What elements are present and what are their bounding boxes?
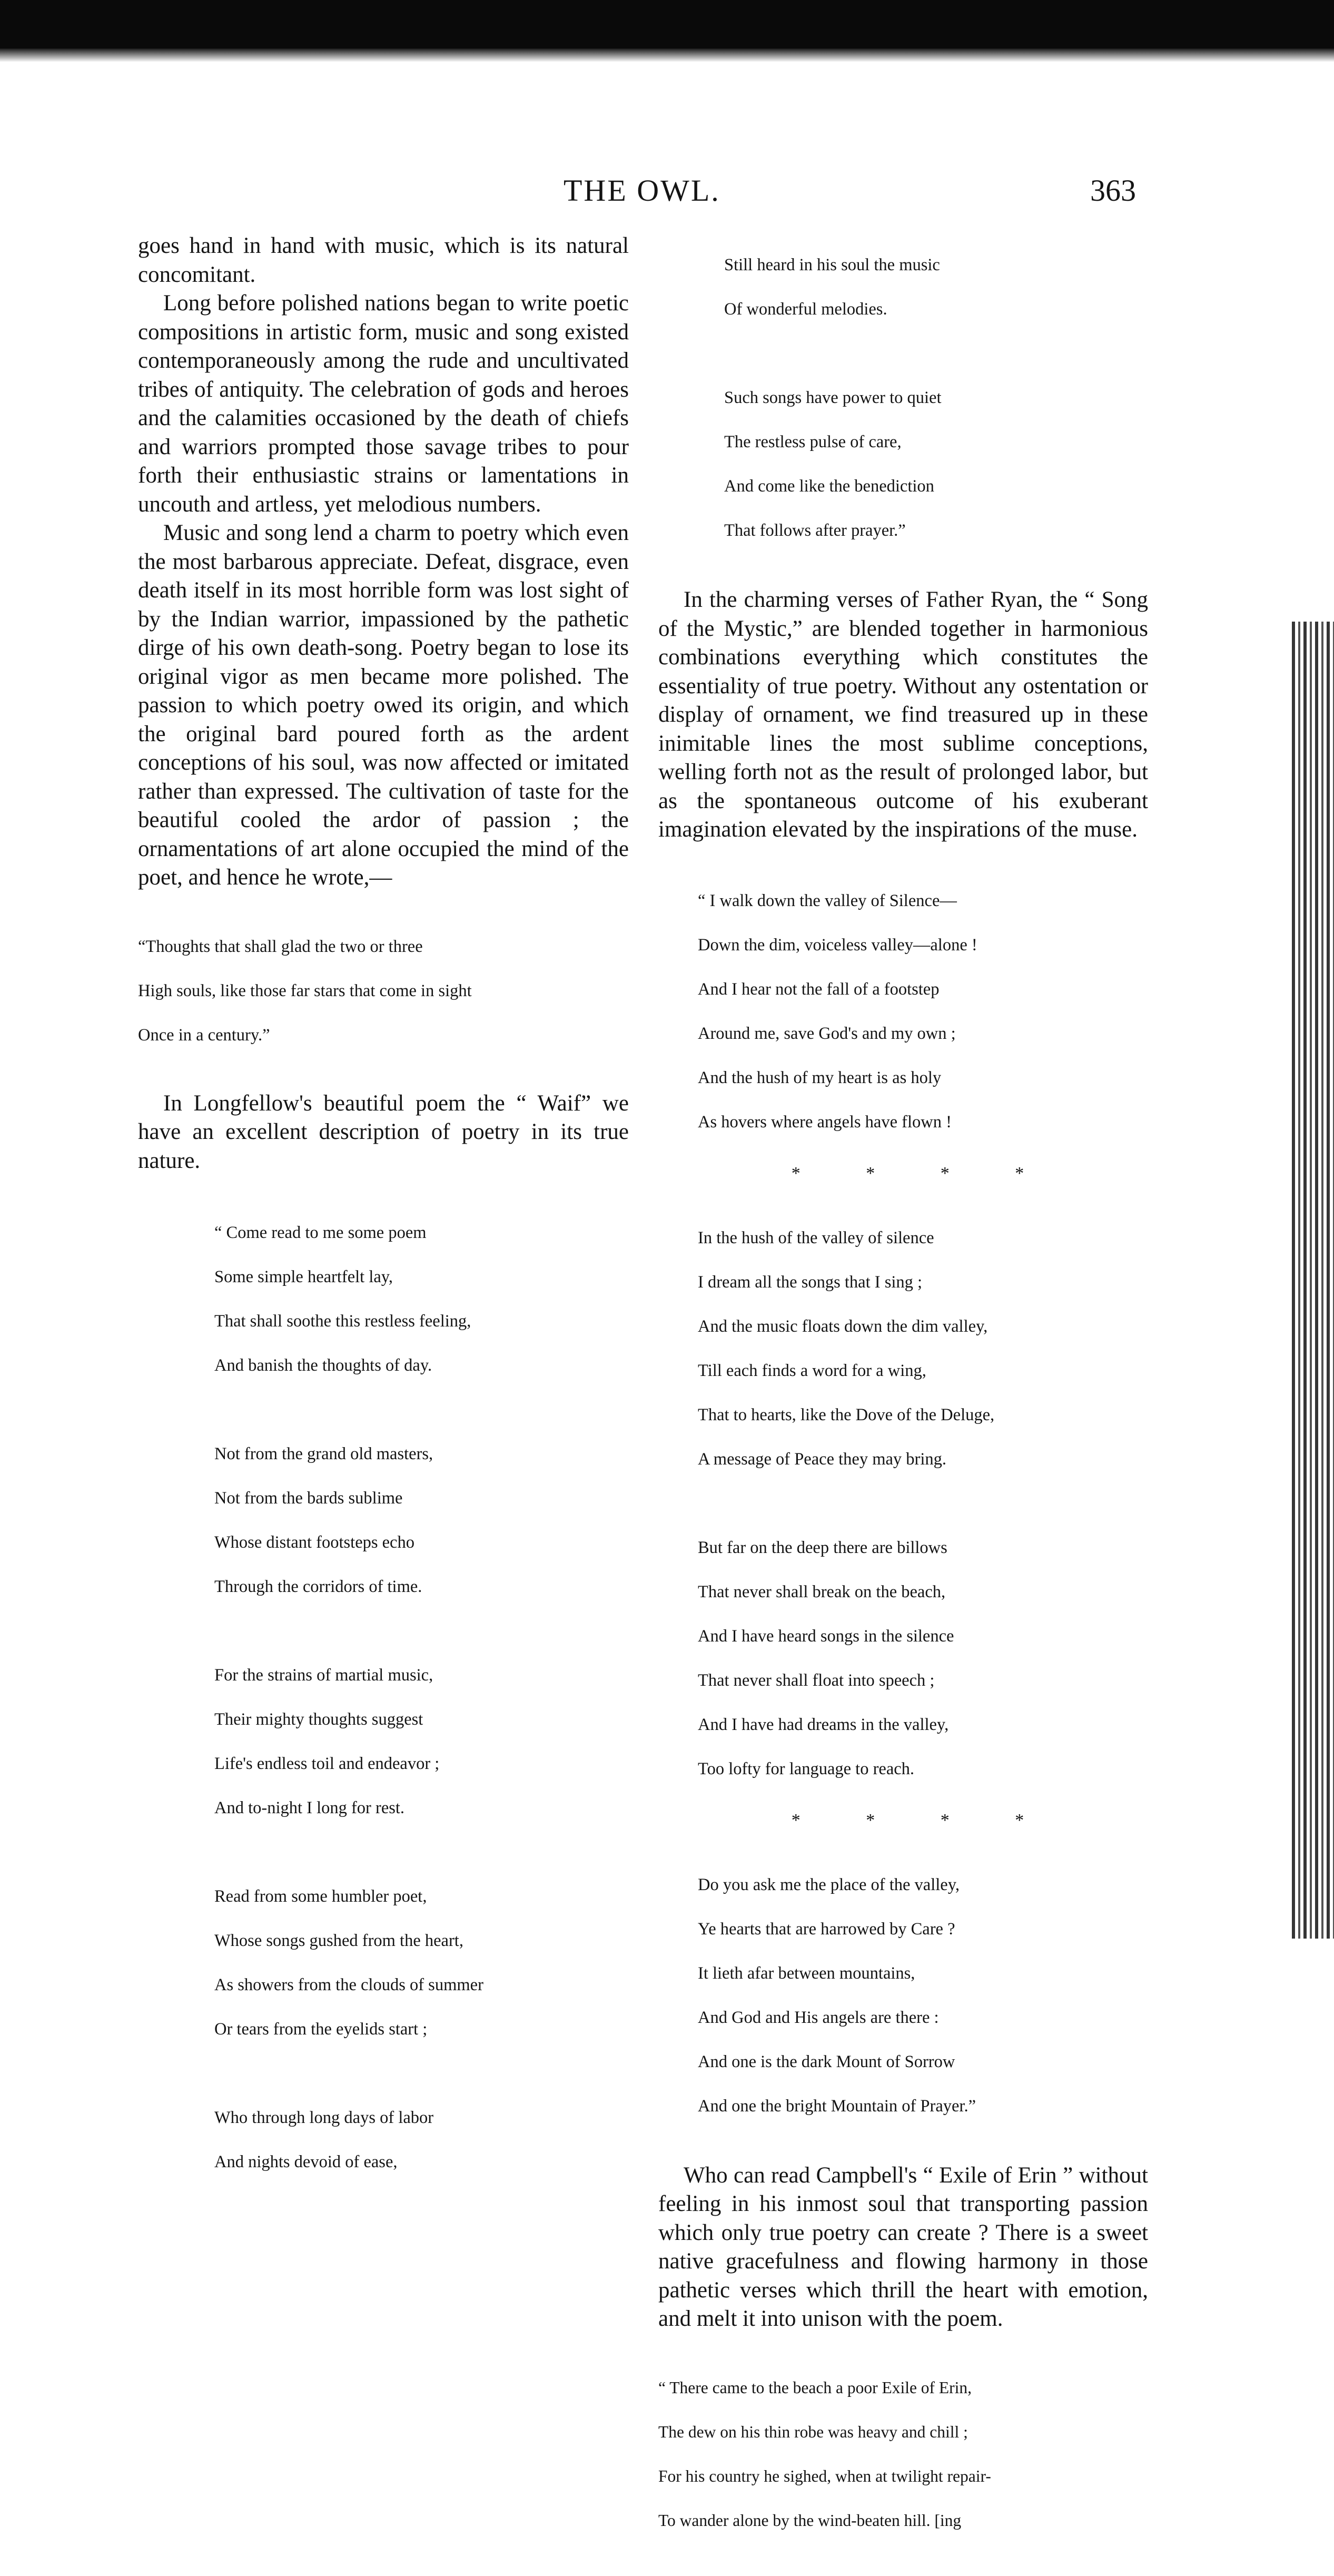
verse-line: Of wonderful melodies. <box>724 300 887 319</box>
verse-line: Or tears from the eyelids start ; <box>214 2020 428 2039</box>
verse-line: And I hear not the fall of a footstep <box>698 979 940 999</box>
paragraph: goes hand in hand with music, which is its natural concomitant. <box>138 233 629 287</box>
stanza <box>214 1199 629 1399</box>
verse-line: Some simple heartfelt lay, <box>214 1267 393 1286</box>
verse-line: Read from some humbler poet, <box>214 1887 427 1906</box>
verse-line: Their mighty thoughts suggest <box>214 1710 423 1729</box>
verse-line: As hovers where angels have flown ! <box>698 1112 952 1132</box>
verse-line: “ There came to the beach a poor Exile of Erin, <box>658 2378 972 2397</box>
verse-line: “Thoughts that shall glad the two or three <box>138 937 423 956</box>
verse-line: For his country he sighed, when at twilight repair- <box>658 2466 991 2485</box>
verse-line: And one the bright Mountain of Prayer.” <box>698 2096 976 2116</box>
paragraph: Music and song lend a charm to poetry which even the most barbarous appreciate. Defeat, disgrace, even death itself in its most horrible form was lost sight of by the Indian warrior, impassioned by the pathetic dirge of his own death-song. Poetry began to lose its original vigor as men became more polished. The passion to which poetry owed its origin, and which the original bard poured forth as the ardent conceptions of his soul, was now affected or imitated rather than expressed. The cultivation of taste for the beautiful cooled the ardor of passion ; the ornamentations of art alone occupied the mind of the poet, and hence he wrote,— <box>138 520 629 890</box>
stanza <box>698 1852 1148 2139</box>
verse-line: And nights devoid of ease, <box>214 2152 398 2171</box>
verse-line: That follows after prayer.” <box>724 521 906 540</box>
verse-line: Do you ask me the place of the valley, <box>698 1875 960 1894</box>
verse-line: And banish the thoughts of day. <box>214 1356 432 1375</box>
poem-song-of-the-mystic <box>658 868 1148 2139</box>
page-number: 363 <box>1090 173 1136 208</box>
verse-line: Whose songs gushed from the heart, <box>214 1931 463 1950</box>
verse-line: Till each finds a word for a wing, <box>698 1361 926 1380</box>
verse-line: Still heard in his soul the music <box>724 255 940 274</box>
verse-line: And to-night I long for rest. <box>214 1798 405 1817</box>
verse-line: That never shall break on the beach, <box>698 1582 946 1601</box>
scan-border-shadow <box>0 48 1334 62</box>
verse-line: For the strains of martial music, <box>214 1666 433 1685</box>
separator: * * * * <box>791 1163 1055 1183</box>
verse-line: I dream all the songs that I sing ; <box>698 1272 923 1292</box>
verse-line: High souls, like those far stars that come in sight <box>138 981 472 1000</box>
verse-line: That shall soothe this restless feeling, <box>214 1312 471 1331</box>
verse-line: As showers from the clouds of summer <box>214 1975 483 1994</box>
verse-line: Who through long days of labor <box>214 2108 434 2127</box>
quote-block <box>658 2355 1148 2554</box>
separator: * * * * <box>791 1810 1055 1830</box>
scan-border-right <box>1292 622 1334 1939</box>
verse-line: And come like the benediction <box>724 477 934 496</box>
poem-waif-continued <box>658 232 1148 564</box>
verse-line: Down the dim, voiceless valley—alone ! <box>698 935 977 955</box>
verse-line: To wander alone by the wind-beaten hill. [ing <box>658 2511 962 2530</box>
verse-line: And one is the dark Mount of Sorrow <box>698 2052 955 2071</box>
running-head <box>0 168 1334 210</box>
verse-line: Through the corridors of time. <box>214 1577 422 1596</box>
verse-line: And God and His angels are there : <box>698 2008 939 2027</box>
verse-line: And the music floats down the dim valley, <box>698 1316 988 1336</box>
verse-line: And I have heard songs in the silence <box>698 1626 954 1646</box>
verse-line: The dew on his thin robe was heavy and chill ; <box>658 2422 968 2441</box>
verse-line: That to hearts, like the Dove of the Deluge, <box>698 1405 995 1424</box>
scan-border-top <box>0 0 1334 48</box>
verse-line: In the hush of the valley of silence <box>698 1228 934 1247</box>
verse-line: Whose distant footsteps echo <box>214 1533 414 1552</box>
stanza <box>214 1642 629 1841</box>
verse-line: Once in a century.” <box>138 1025 270 1045</box>
paragraph: Long before polished nations began to write poetic compositions in artistic form, music and song existed contemporaneously among the rude and uncultivated tribes of antiquity. The celebration of gods and heroes and the calamities occasioned by the death of chiefs and warriors prompted those savage tribes to pour forth their enthusiastic strains or lamentations in uncouth and artless, yet melodious numbers. <box>138 291 629 517</box>
stanza <box>214 2085 629 2195</box>
stanza <box>698 1205 1148 1492</box>
verse-line: Such songs have power to quiet <box>724 388 942 407</box>
verse-line: It lieth afar between mountains, <box>698 1963 915 1983</box>
verse-line: “ Come read to me some poem <box>214 1223 427 1242</box>
paragraph: In Longfellow's beautiful poem the “ Waif” we have an excellent description of poetry in its true nature. <box>138 1090 629 1173</box>
right-column <box>658 232 1148 2576</box>
verse-line: Not from the bards sublime <box>214 1489 403 1508</box>
verse-line: “ I walk down the valley of Silence— <box>698 891 957 910</box>
verse-line: Life's endless toil and endeavor ; <box>214 1754 440 1773</box>
poem-waif <box>138 1199 629 2195</box>
stanza <box>214 1421 629 1620</box>
stanza <box>698 1515 1148 1802</box>
verse-line: And I have had dreams in the valley, <box>698 1715 949 1734</box>
stanza <box>698 868 1148 1155</box>
paragraph: In the charming verses of Father Ryan, the “ Song of the Mystic,” are blended together in harmonious combinations everything which constitutes the essentiality of true poetry. Without any ostentation or display of ornament, we find treasured up in these inimitable lines the most sublime conceptions, welling forth not as the result of prolonged labor, but as the spontaneous outcome of his exuberant imagination elevated by the inspirations of the muse. <box>658 587 1148 842</box>
left-column <box>138 232 629 2217</box>
verse-line: That never shall float into speech ; <box>698 1670 935 1690</box>
verse-line: Not from the grand old masters, <box>214 1444 433 1463</box>
stanza <box>724 232 1148 342</box>
verse-line: But far on the deep there are billows <box>698 1538 947 1557</box>
verse-line: Too lofty for language to reach. <box>698 1759 915 1778</box>
paragraph: Who can read Campbell's “ Exile of Erin ” without feeling in his inmost soul that transporting passion which only true poetry can create ? There is a sweet native gracefulness and flowing harmony in those pathetic verses which thrill the heart with emotion, and melt it into unison with the poem. <box>658 2162 1148 2331</box>
stanza <box>724 365 1148 564</box>
verse-line: A message of Peace they may bring. <box>698 1449 947 1469</box>
verse-line: And the hush of my heart is as holy <box>698 1068 942 1087</box>
stanza <box>214 1863 629 2062</box>
quote-block <box>138 913 629 1068</box>
verse-line: Ye hearts that are harrowed by Care ? <box>698 1919 955 1939</box>
page-title: THE OWL. <box>564 173 720 208</box>
verse-line: Around me, save God's and my own ; <box>698 1024 956 1043</box>
verse-line: The restless pulse of care, <box>724 432 902 451</box>
